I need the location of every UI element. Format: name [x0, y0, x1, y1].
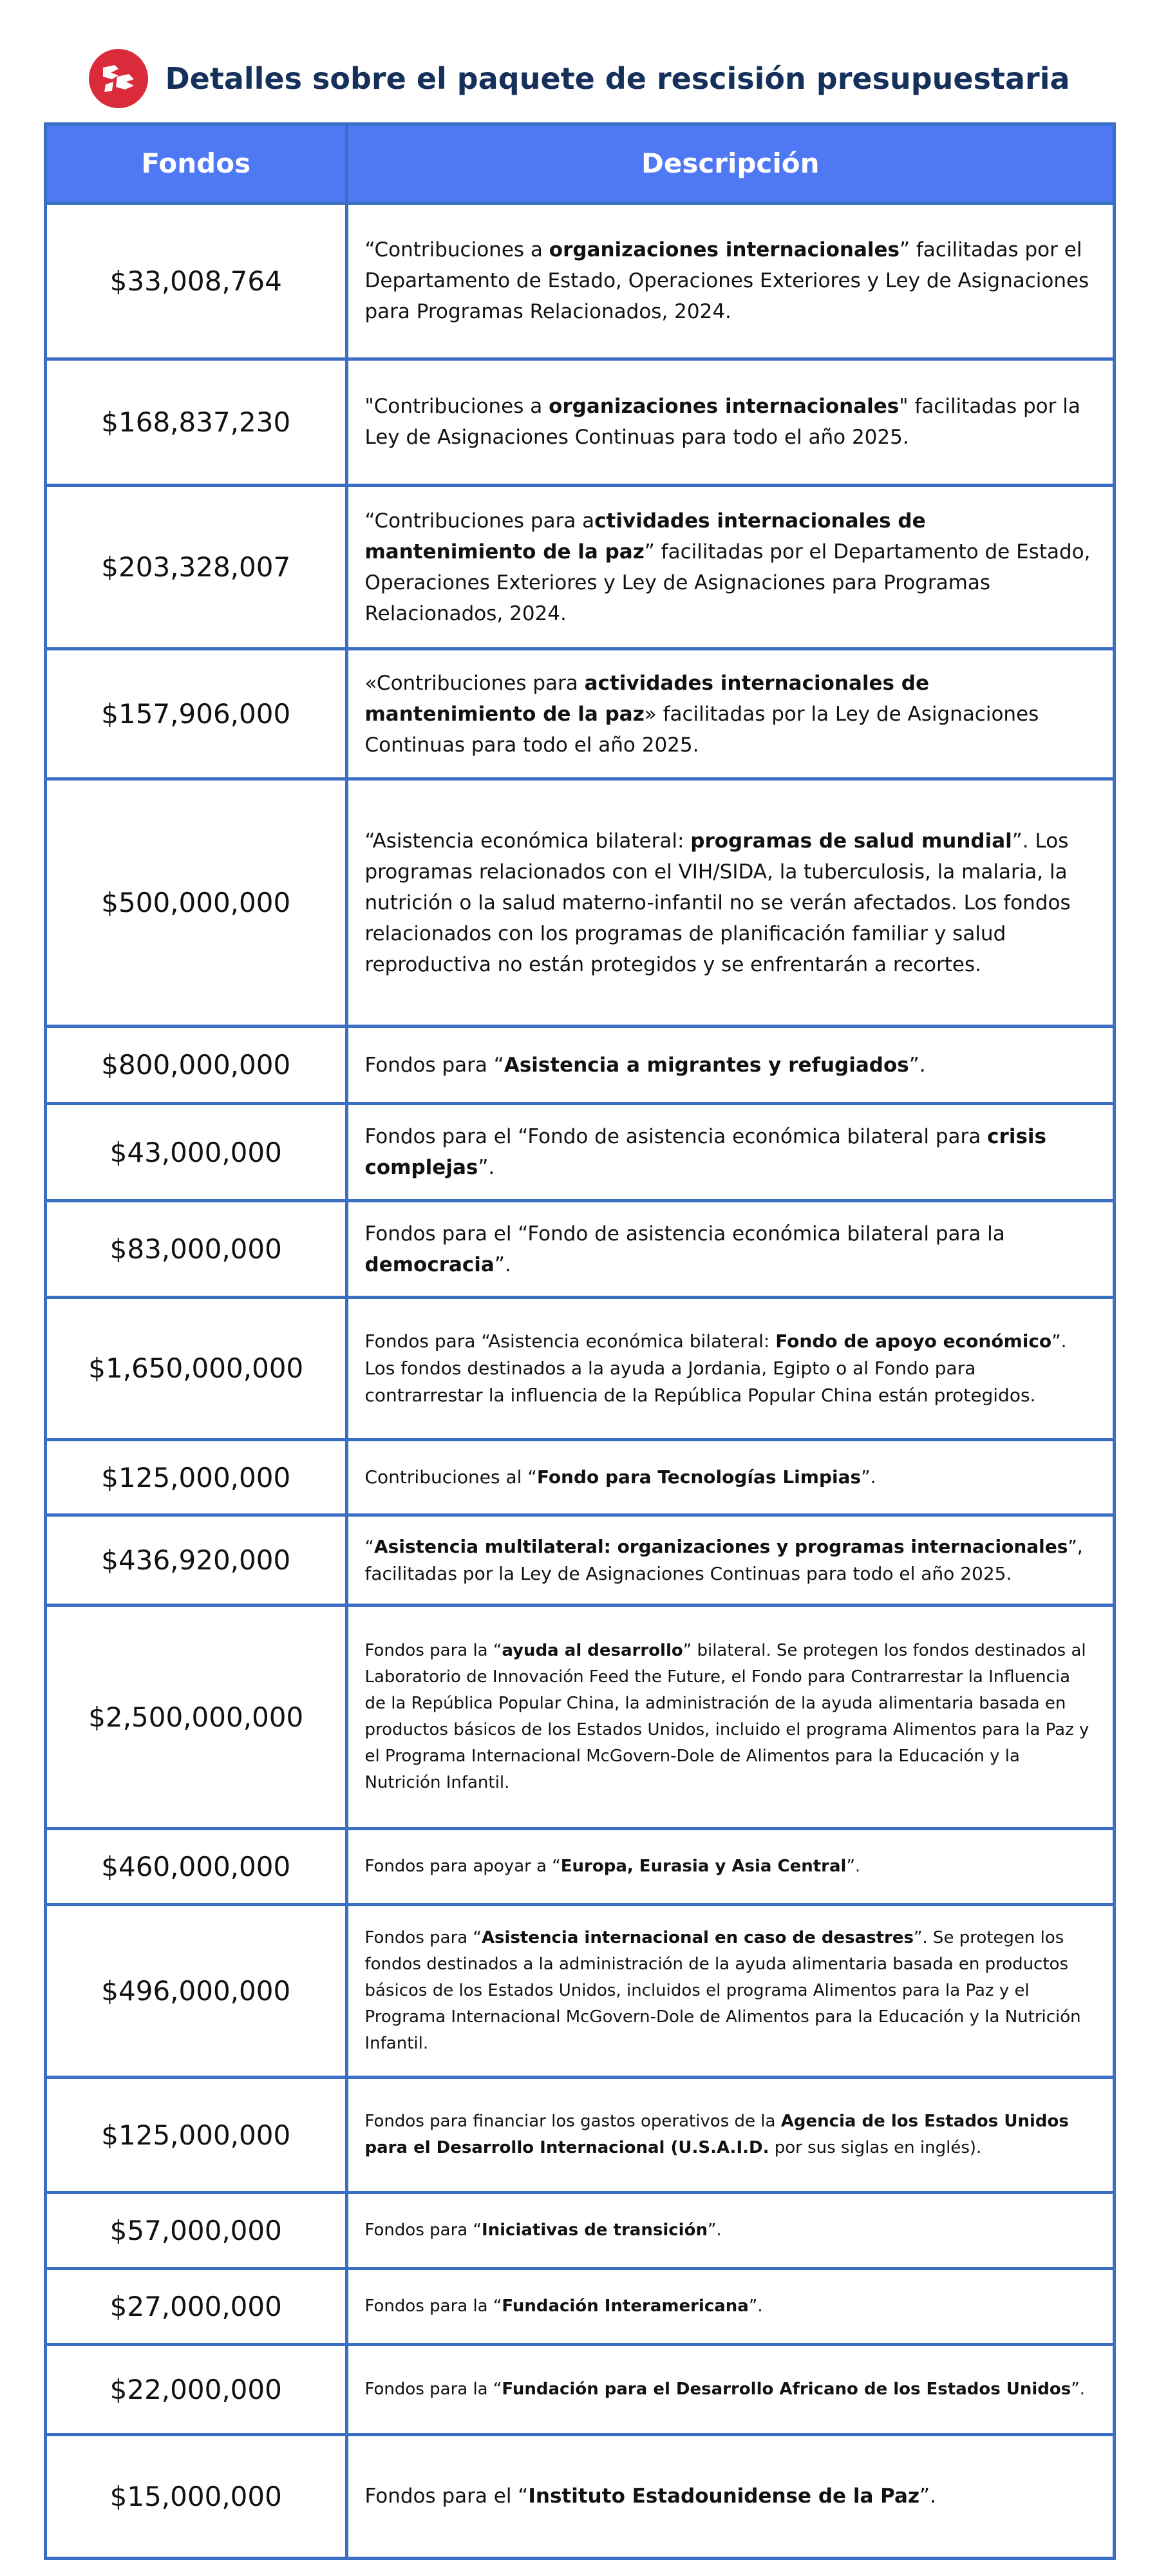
- description-text: Fondos para el “Fondo de asistencia económica bilateral para: [364, 1124, 988, 1148]
- description-text: Fondos para “: [364, 2221, 482, 2240]
- description-emphasis: Agencia de los Estados Unidos para el Desarrollo Internacional (U.S.A.I.D.: [364, 2112, 1069, 2158]
- description-emphasis: Iniciativas de transición: [481, 2221, 708, 2240]
- funds-description: [346, 1605, 1113, 1829]
- description-text: Fondos para “Asistencia económica bilateral:: [364, 1330, 776, 1352]
- description-text: ”.: [861, 1466, 876, 1488]
- funds-amount: $203,328,007: [47, 486, 346, 649]
- description-text: Fondos para “: [364, 1053, 504, 1077]
- column-header-funds: Fondos: [47, 126, 346, 203]
- table-row: [47, 1828, 1113, 1904]
- funds-amount: $125,000,000: [47, 2078, 346, 2193]
- funds-description: [346, 1200, 1113, 1298]
- description-text: «Contribuciones para: [364, 671, 585, 695]
- funds-description: [346, 1515, 1113, 1605]
- funds-description: [346, 1104, 1113, 1201]
- description-text: ” facilitadas por el Departamento de Estado, Operaciones Exteriores y Ley de Asignaciones para Programas Relacionados, 2024.: [364, 540, 1091, 625]
- description-emphasis: crisis complejas: [364, 1124, 1046, 1180]
- description-text: ”, facilitadas por la Ley de Asignaciones Continuas para todo el año 2025.: [364, 1535, 1083, 1584]
- funds-amount: $496,000,000: [47, 1904, 346, 2078]
- table-row: [47, 359, 1113, 485]
- funds-amount: $2,500,000,000: [47, 1605, 346, 1829]
- description-text: ”.: [748, 2297, 763, 2316]
- description-text: “: [364, 1535, 375, 1557]
- funds-description: [346, 2078, 1113, 2193]
- description-text: “Contribuciones a: [364, 238, 549, 261]
- description-text: ”.: [707, 2221, 722, 2240]
- description-emphasis: programas de salud mundial: [690, 829, 1012, 853]
- description-text: ”. Los programas relacionados con el VIH/SIDA, la tuberculosis, la malaria, la nutrición o la salud materno-infantil no se verán afectados. Los fondos relacionados con los programas de planificación familiar y salud reproductiva no están protegidos y se enfrentarán a recortes.: [364, 829, 1071, 976]
- description-text: ”.: [846, 1856, 861, 1876]
- description-text: Fondos para la “: [364, 1640, 502, 1660]
- description-text: Contribuciones al “: [364, 1466, 537, 1488]
- funds-amount: $157,906,000: [47, 649, 346, 779]
- funds-description: [346, 1298, 1113, 1439]
- funds-description: [346, 1904, 1113, 2078]
- table-row: [47, 2193, 1113, 2269]
- description-text: Fondos para la “: [364, 2379, 502, 2399]
- description-emphasis: actividades internacionales de mantenimiento de la paz: [364, 671, 929, 726]
- funds-amount: $27,000,000: [47, 2269, 346, 2345]
- description-text: Fondos para el “: [364, 2485, 529, 2508]
- funds-amount: $33,008,764: [47, 203, 346, 359]
- funds-amount: $83,000,000: [47, 1200, 346, 1298]
- description-text: » facilitadas por la Ley de Asignaciones Continuas para todo el año 2025.: [364, 702, 1039, 757]
- description-emphasis: Fondo de apoyo económico: [775, 1330, 1052, 1352]
- table-row: [47, 2344, 1113, 2434]
- page-title: Detalles sobre el paquete de rescisión presupuestaria: [165, 61, 1070, 96]
- description-text: ” bilateral. Se protegen los fondos destinados al Laboratorio de Innovación Feed the Future, el Fondo para Contrarrestar la Influencia de la República Popular China, la administración de la ayuda alimentaria basada en productos básicos de los Estados Unidos, incluido el programa Alimentos para la Paz y el Programa Internacional McGovern-Dole de Alimentos para la Educación y la Nutrición Infantil.: [364, 1640, 1089, 1793]
- description-text: Fondos para la “: [364, 2297, 502, 2316]
- description-text: ”. Se protegen los fondos destinados a la administración de la ayuda alimentaria basada en productos básicos de los Estados Unidos, incluidos el programa Alimentos para la Paz y el Programa Internacional McGovern-Dole de Alimentos para la Educación y la Nutrición Infantil.: [364, 1927, 1081, 2054]
- funds-description: [346, 1027, 1113, 1104]
- description-emphasis: Europa, Eurasia y Asia Central: [560, 1856, 847, 1876]
- table-row: [47, 1298, 1113, 1439]
- funds-amount: $125,000,000: [47, 1439, 346, 1515]
- table-row: [47, 2269, 1113, 2345]
- description-text: Fondos para apoyar a “: [364, 1856, 561, 1876]
- description-text: ”.: [909, 1053, 926, 1077]
- description-text: " facilitadas por la Ley de Asignaciones Continuas para todo el año 2025.: [364, 395, 1080, 450]
- description-emphasis: ayuda al desarrollo: [502, 1640, 683, 1660]
- description-text: Fondos para “: [364, 1927, 482, 1947]
- funds-description: [346, 2269, 1113, 2345]
- description-emphasis: Fundación para el Desarrollo Africano de los Estados Unidos: [502, 2379, 1071, 2399]
- funds-description: [346, 779, 1113, 1027]
- funds-description: [346, 649, 1113, 779]
- description-emphasis: organizaciones internacionales: [549, 395, 900, 419]
- funds-description: [346, 203, 1113, 359]
- description-text: ” facilitadas por el Departamento de Estado, Operaciones Exteriores y Ley de Asignaciones para Programas Relacionados, 2024.: [364, 238, 1089, 324]
- rescission-table: [44, 122, 1116, 2560]
- table-row: [47, 1200, 1113, 1298]
- funds-amount: $1,650,000,000: [47, 1298, 346, 1439]
- table-row: [47, 1104, 1113, 1201]
- description-emphasis: Instituto Estadounidense de la Paz: [528, 2485, 920, 2508]
- table-row: [47, 1605, 1113, 1829]
- table-row: [47, 1515, 1113, 1605]
- funds-amount: $436,920,000: [47, 1515, 346, 1605]
- description-emphasis: organizaciones internacionales: [549, 238, 900, 261]
- table-row: [47, 1904, 1113, 2078]
- table-row: [47, 779, 1113, 1027]
- description-emphasis: Fondo para Tecnologías Limpias: [536, 1466, 862, 1488]
- description-text: Fondos para el “Fondo de asistencia económica bilateral para la: [364, 1222, 1005, 1245]
- flag-emblem-icon: [89, 49, 148, 108]
- table-row: [47, 2434, 1113, 2557]
- description-text: ”.: [919, 2485, 936, 2508]
- description-text: por sus siglas en inglés).: [769, 2138, 982, 2158]
- description-text: Fondos para financiar los gastos operativos de la: [364, 2112, 781, 2132]
- funds-amount: $168,837,230: [47, 359, 346, 485]
- funds-amount: $500,000,000: [47, 779, 346, 1027]
- funds-amount: $800,000,000: [47, 1027, 346, 1104]
- description-text: ”.: [478, 1156, 495, 1180]
- description-emphasis: Asistencia a migrantes y refugiados: [504, 1053, 909, 1077]
- description-text: ”. Los fondos destinados a la ayuda a Jordania, Egipto o al Fondo para contrarrestar la influencia de la República Popular China están protegidos.: [364, 1330, 1067, 1406]
- table-row: [47, 486, 1113, 649]
- funds-description: [346, 2193, 1113, 2269]
- table-header-row: [47, 126, 1113, 203]
- description-emphasis: democracia: [364, 1253, 495, 1276]
- funds-description: [346, 2434, 1113, 2557]
- description-text: "Contribuciones a: [364, 395, 549, 419]
- table-row: [47, 1027, 1113, 1104]
- funds-description: [346, 486, 1113, 649]
- funds-amount: $460,000,000: [47, 1828, 346, 1904]
- funds-description: [346, 1439, 1113, 1515]
- description-emphasis: Asistencia multilateral: organizaciones y programas internacionales: [374, 1535, 1068, 1557]
- description-text: “Contribuciones para a: [364, 509, 595, 533]
- description-emphasis: Fundación Interamericana: [502, 2297, 749, 2316]
- funds-amount: $15,000,000: [47, 2434, 346, 2557]
- funds-amount: $57,000,000: [47, 2193, 346, 2269]
- funds-description: [346, 359, 1113, 485]
- table-row: [47, 1439, 1113, 1515]
- funds-amount: $43,000,000: [47, 1104, 346, 1201]
- funds-description: [346, 2344, 1113, 2434]
- description-emphasis: ctividades internacionales de mantenimiento de la paz: [364, 509, 926, 564]
- table-row: [47, 203, 1113, 359]
- description-emphasis: Asistencia internacional en caso de desastres: [481, 1927, 914, 1947]
- description-text: ”.: [494, 1253, 511, 1276]
- description-text: “Asistencia económica bilateral:: [364, 829, 691, 853]
- page-header: [0, 50, 1159, 107]
- funds-amount: $22,000,000: [47, 2344, 346, 2434]
- table-row: [47, 649, 1113, 779]
- description-text: ”.: [1071, 2379, 1085, 2399]
- table-row: [47, 2078, 1113, 2193]
- column-header-description: Descripción: [346, 126, 1113, 203]
- funds-description: [346, 1828, 1113, 1904]
